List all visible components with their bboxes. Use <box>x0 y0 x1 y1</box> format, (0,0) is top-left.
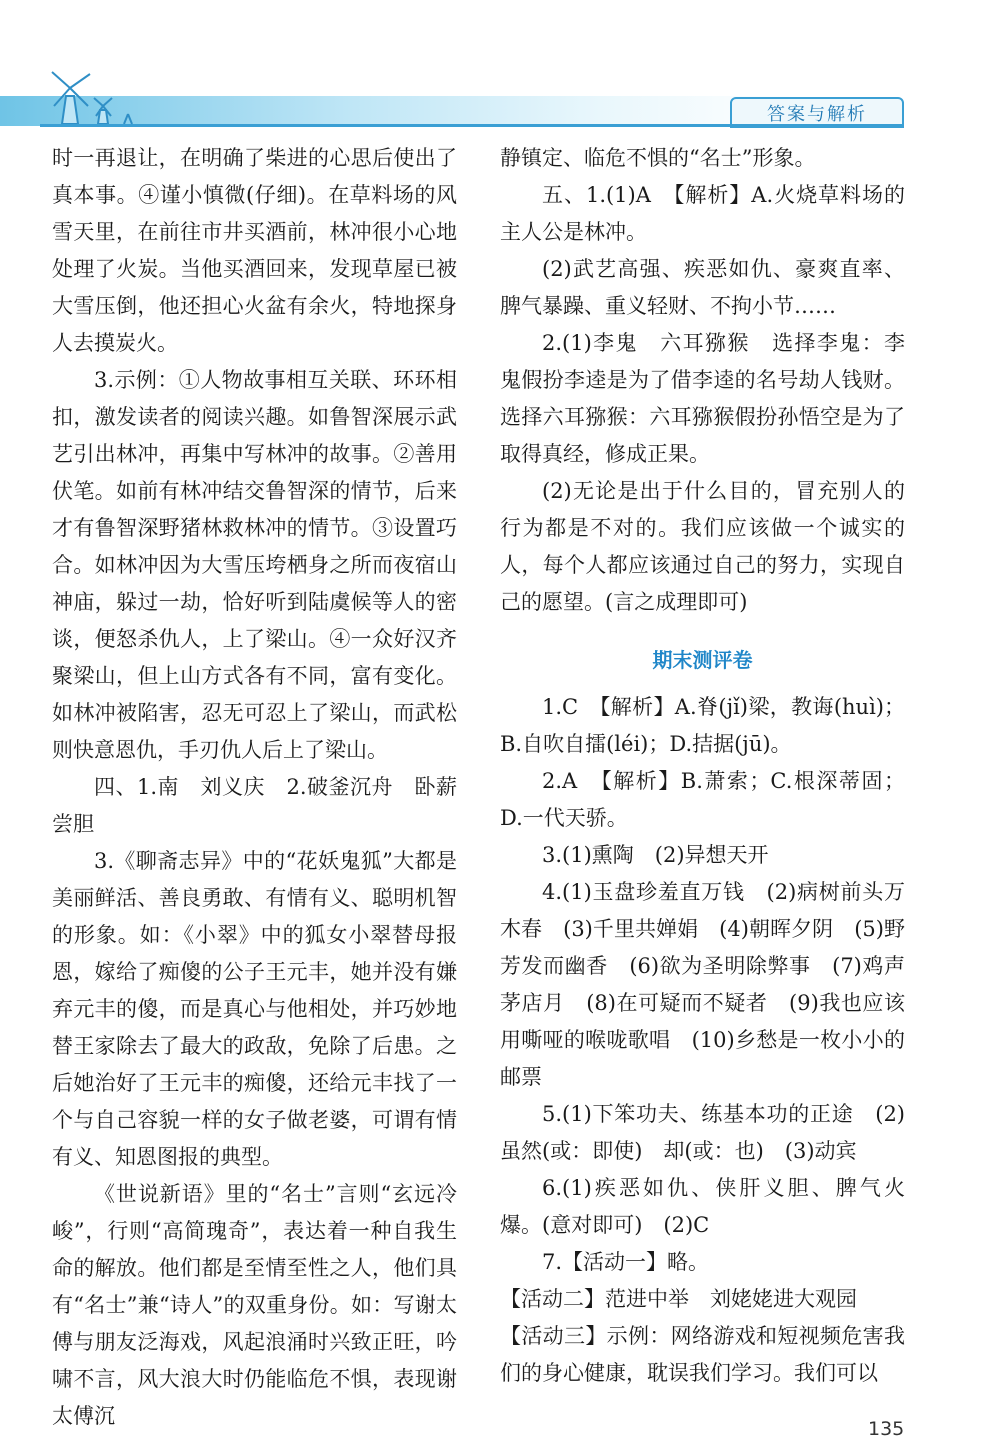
answer-paragraph: 1.C 【解析】A.脊(jǐ)梁，教诲(huì)；B.自吹自擂(léi)；D.拮据(jū)。 <box>500 695 905 756</box>
answer-paragraph: 7.【活动一】略。 <box>542 1250 710 1274</box>
answer-paragraph: (2)武艺高强、疾恶如仇、豪爽直率、脾气暴躁、重义轻财、不拘小节…… <box>500 257 905 318</box>
answer-paragraph: 2.(1)李鬼 六耳猕猴 选择李鬼：李鬼假扮李逵是为了借李逵的名号劫人钱财。选择六耳猕猴：六耳猕猴假扮孙悟空是为了取得真经，修成正果。 <box>500 331 905 466</box>
answer-paragraph: (2)无论是出于什么目的，冒充别人的行为都是不对的。我们应该做一个诚实的人，每个人都应该通过自己的努力，实现自己的愿望。(言之成理即可) <box>500 479 905 614</box>
page-header <box>0 0 1000 135</box>
answer-paragraph: 静镇定、临危不惧的“名士”形象。 <box>500 146 816 170</box>
section-title: 期末测评卷 <box>652 648 753 672</box>
answer-paragraph: 3.《聊斋志异》中的“花妖鬼狐”大都是美丽鲜活、善良勇敢、有情有义、聪明机智的形象。如：《小翠》中的狐女小翠替母报恩，嫁给了痴傻的公子王元丰，她并没有嫌弃元丰的傻，而是真心与他相处，并巧妙地替王家除去了最大的政敌，免除了后患。之后她治好了王元丰的痴傻，还给元丰找了一个与自己容貌一样的女子做老婆，可谓有情有义、知恩图报的典型。 <box>52 849 457 1169</box>
right-column <box>500 140 905 1392</box>
page-number: 135 <box>868 1418 905 1440</box>
answer-paragraph: 四、1.南 刘义庆 2.破釜沉舟 卧薪尝胆 <box>52 775 457 836</box>
answer-paragraph: 时一再退让，在明确了柴进的心思后使出了真本事。④谨小慎微(仔细)。在草料场的风雪天里，在前往市井买酒前，林冲很小心地处理了火炭。当他买酒回来，发现草屋已被大雪压倒，他还担心火盆有余火，特地探身人去摸炭火。 <box>52 146 457 355</box>
answer-paragraph: 3.(1)熏陶 (2)异想天开 <box>542 843 769 867</box>
answer-paragraph: 4.(1)玉盘珍羞直万钱 (2)病树前头万木春 (3)千里共婵娟 (4)朝晖夕阴 (5)野芳发而幽香 (6)欲为圣明除弊事 (7)鸡声茅店月 (8)在可疑而不疑者 (9)我也应该用嘶哑的喉咙歌唱 (10)乡愁是一枚小小的邮票 <box>500 880 905 1089</box>
answer-paragraph: 6.(1)疾恶如仇、侠肝义胆、脾气火爆。(意对即可) (2)C <box>500 1176 905 1237</box>
answer-paragraph: 【活动三】示例：网络游戏和短视频危害我们的身心健康，耽误我们学习。我们可以 <box>500 1324 905 1385</box>
answer-paragraph: 《世说新语》里的“名士”言则“玄远冷峻”，行则“高简瑰奇”，表达着一种自我生命的解放。他们都是至情至性之人，他们具有“名士”兼“诗人”的双重身份。如：写谢太傅与朋友泛海戏，风起浪涌时兴致正旺，吟啸不言，风大浪大时仍能临危不惧，表现谢太傅沉 <box>52 1182 457 1428</box>
answer-paragraph: 2.A 【解析】B.萧索；C.根深蒂固；D.一代天骄。 <box>500 769 905 830</box>
answer-paragraph: 5.(1)下笨功夫、练基本功的正途 (2)虽然(或：即使) 却(或：也) (3)动宾 <box>500 1102 905 1163</box>
header-rule <box>40 124 902 127</box>
answer-paragraph: 3.示例：①人物故事相互关联、环环相扣，激发读者的阅读兴趣。如鲁智深展示武艺引出林冲，再集中写林冲的故事。②善用伏笔。如前有林冲结交鲁智深的情节，后来才有鲁智深野猪林救林冲的情节。③设置巧合。如林冲因为大雪压垮栖身之所而夜宿山神庙，躲过一劫，恰好听到陆虞候等人的密谈，便怒杀仇人，上了梁山。④一众好汉齐聚梁山，但上山方式各有不同，富有变化。如林冲被陷害，忍无可忍上了梁山，而武松则快意恩仇，手刃仇人后上了梁山。 <box>52 368 457 762</box>
windmill-icon <box>44 66 144 126</box>
left-column <box>52 140 457 1435</box>
section-label: 答案与解析 <box>730 97 904 128</box>
answer-paragraph: 五、1.(1)A 【解析】A.火烧草料场的主人公是林冲。 <box>500 183 905 244</box>
answer-paragraph: 【活动二】范进中举 刘姥姥进大观园 <box>500 1287 857 1311</box>
